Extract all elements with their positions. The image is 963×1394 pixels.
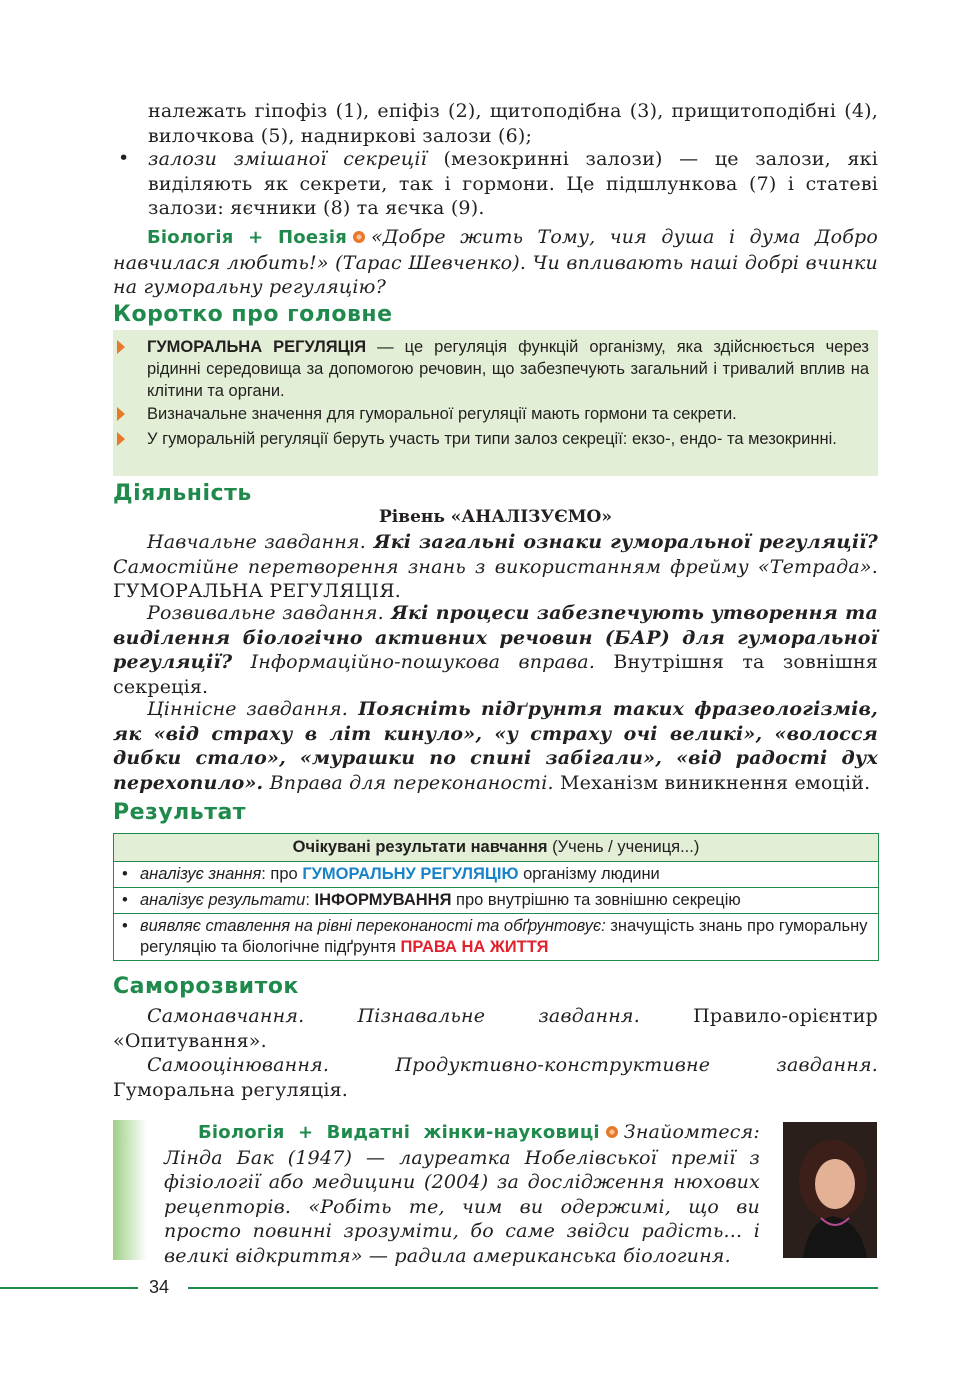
task-value <box>113 697 878 795</box>
selfdev-text: Гуморальна регуляція. <box>113 1078 349 1101</box>
result-text: : про <box>261 865 303 883</box>
footer-rule-right <box>188 1287 878 1289</box>
result-text: організму людини <box>518 865 660 883</box>
result-verb: виявляє ставлення на рівні переконаності та обґрунтовує: <box>140 917 606 935</box>
arrow-icon <box>117 432 125 446</box>
poetry-paragraph <box>113 225 878 300</box>
mixed-glands-paragraph <box>113 147 878 221</box>
poetry-text: «Добре жить Тому, чия душа і дума Добро навчилася любить!» (Тарас Шевченко). Чи впливають наші добрі вчинки на гуморальну регуляцію? <box>113 226 878 298</box>
summary-item-3: У гуморальній регуляції беруть участь три типи залоз секреції: екзо-, ендо- та мезокринні. <box>147 430 837 448</box>
result-highlight: ПРАВА НА ЖИТТЯ <box>400 938 549 956</box>
task-developing <box>113 601 878 699</box>
activity-title: Діяльність <box>113 481 252 506</box>
bullet-marker: • <box>118 147 130 169</box>
task-learning <box>113 530 878 604</box>
selfdev-p1 <box>113 1004 878 1053</box>
arrow-icon <box>117 340 125 354</box>
summary-title: Коротко про головне <box>113 302 393 327</box>
sidebar-accent <box>113 1120 147 1260</box>
result-highlight: ГУМОРАЛЬНУ РЕГУЛЯЦІЮ <box>302 865 519 883</box>
summary-item-1-text: — це регуляція функцій організму, яка здійснюється через рідинні середовища за допомогою речовин, що забезпечують загальний і тривалий вплив на клітини та органи. <box>147 338 869 400</box>
result-highlight: ІНФОРМУВАННЯ <box>314 891 452 909</box>
selfdev-label: Самонавчання. Пізнавальне завдання. <box>147 1005 640 1027</box>
intro-line: належать гіпофіз (1), епіфіз (2), щитоподібна (3), прищитоподібні (4), вилочкова (5), надниркові залози (6); <box>148 100 878 147</box>
task-topic: Механізм виникнення емоцій. <box>553 771 871 794</box>
results-header-bold: Очікувані результати навчання <box>292 838 548 856</box>
task-method: Вправа для переконаності. <box>263 771 554 794</box>
results-header <box>114 834 879 862</box>
result-text: : <box>305 891 315 909</box>
result-row <box>114 862 879 888</box>
result-text: значущість знань про гуморальну регуляцію та біологічне підґрунтя <box>140 917 868 956</box>
result-text: про внутрішню та зовнішню секрецію <box>451 891 741 909</box>
portrait-photo <box>783 1122 877 1258</box>
footer-rule-left <box>0 1287 138 1289</box>
summary-term: ГУМОРАЛЬНА РЕГУЛЯЦІЯ <box>147 338 367 356</box>
results-header-rest: (Учень / учениця...) <box>547 838 700 856</box>
task-label: Навчальне завдання. <box>147 531 366 553</box>
task-method: Самостійне перетворення знань з використанням фрейму «Тетрада». <box>113 555 878 578</box>
result-verb: аналізує знання <box>140 865 262 883</box>
flower-icon <box>606 1126 618 1138</box>
women-heading: Біологія + Видатні жінки-науковиці <box>198 1122 600 1143</box>
mixed-glands-term: залози змішаної секреції <box>148 148 427 170</box>
portrait-image <box>783 1122 877 1258</box>
poetry-heading: Біологія + Поезія <box>147 227 348 248</box>
result-title: Результат <box>113 800 247 825</box>
result-verb: аналізує результати <box>140 891 306 909</box>
selfdev-p2 <box>113 1053 878 1102</box>
women-paragraph <box>164 1120 760 1268</box>
summary-box <box>113 330 878 476</box>
task-method: Інформаційно-пошукова вправа. <box>232 651 596 673</box>
task-label: Розвивальне завдання. <box>147 602 384 624</box>
page-number: 34 <box>149 1277 170 1297</box>
summary-item-1 <box>147 336 869 402</box>
result-row <box>114 888 879 914</box>
arrow-icon <box>117 407 125 421</box>
task-question: Які процеси забезпечують утворення та виділення біологічно активних речовин (БАР) для гуморальної регуляції? <box>113 602 878 673</box>
mixed-glands-text: (мезокринні залози) — це залози, які виділяють як секрети, так і гормони. Це підшлункова (7) і статеві залози: яєчники (8) та яєчка (9). <box>148 148 878 219</box>
bullet-marker: • <box>122 865 128 883</box>
intro-paragraph <box>113 99 878 148</box>
bullet-marker: • <box>122 917 128 935</box>
task-label: Ціннісне завдання. <box>147 698 348 720</box>
flower-icon <box>353 231 365 243</box>
women-text: Знайомтеся: Лінда Бак (1947) — лауреатка Нобелівської премії з фізіології або медицини (2004) за дослідження нюхових рецепторів. «Робіть те, чим ви одержимі, що ви просто повинні зрозуміти, бо саме звідси радість... і великі відкриття» — радила американська біологиня. <box>164 1121 760 1267</box>
task-topic: Внутрішня та зовнішня секреція. <box>113 651 878 698</box>
selfdev-label: Самооцінювання. Продуктивно-конструктивне завдання. <box>147 1054 878 1076</box>
task-question: Поясніть підґрунтя таких фразеологізмів, як «від страху в літ кинуло», «у страху очі великі», «волосся дибки стало», «мурашки по спині забігали», «від радості дух перехопило». <box>113 698 878 794</box>
selfdev-text: Правило-орієнтир «Опитування». <box>113 1005 879 1052</box>
task-question: Які загальні ознаки гуморальної регуляції? <box>365 531 878 553</box>
results-table <box>113 833 879 961</box>
task-topic: ГУМОРАЛЬНА РЕГУЛЯЦІЯ. <box>113 580 401 602</box>
summary-item-2: Визначальне значення для гуморальної регуляції мають гормони та секрети. <box>147 405 737 423</box>
result-row <box>114 914 879 961</box>
bullet-marker: • <box>122 891 128 909</box>
selfdev-title: Саморозвиток <box>113 974 299 999</box>
level-heading: Рівень «АНАЛІЗУЄМО» <box>379 507 612 527</box>
